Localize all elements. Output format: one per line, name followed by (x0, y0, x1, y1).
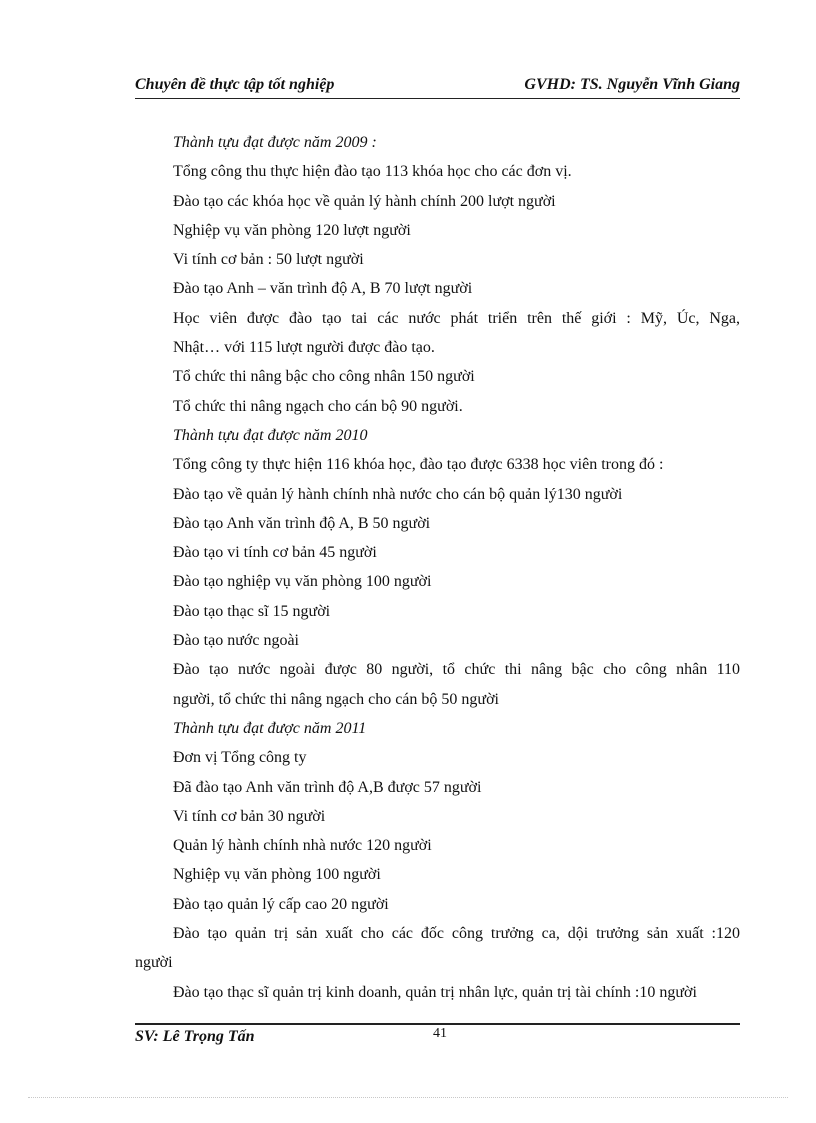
body-line: Đào tạo vi tính cơ bản 45 người (173, 544, 377, 562)
body-line: Đào tạo thạc sĩ 15 người (173, 602, 331, 620)
body-line: Đã đào tạo Anh văn trình độ A,B được 57 người (173, 778, 482, 796)
body-line: Đơn vị Tổng công ty (173, 749, 307, 767)
body-line: Đào tạo các khóa học về quản lý hành chính 200 lượt người (173, 192, 556, 210)
body-line: Nghiệp vụ văn phòng 100 người (173, 866, 381, 884)
footer-rule (135, 1023, 740, 1025)
body-line: Nghiệp vụ văn phòng 120 lượt người (173, 221, 411, 239)
body-line: Đào tạo quản lý cấp cao 20 người (173, 895, 389, 913)
body-line: Tổng công ty thực hiện 116 khóa học, đào tạo được 6338 học viên trong đó : (173, 456, 664, 474)
body-line: người, tổ chức thi nâng ngạch cho cán bộ 50 người (173, 690, 499, 708)
page-header (135, 76, 740, 99)
body-line: Quản lý hành chính nhà nước 120 người (173, 837, 432, 855)
body-line: Tổng công thu thực hiện đào tạo 113 khóa học cho các đơn vị. (173, 163, 572, 181)
section-heading: Thành tựu đạt được năm 2009 : (173, 134, 377, 151)
body-line: Đào tạo quản trị sản xuất cho các đốc công trưởng ca, dội trưởng sản xuất :120 (173, 925, 740, 943)
body-line: Đào tạo nước ngoài (173, 632, 299, 650)
section-heading: Thành tựu đạt được năm 2010 (173, 426, 368, 444)
section-heading: Thành tựu đạt được năm 2011 (173, 719, 367, 737)
body-line: Đào tạo nước ngoài được 80 người, tổ chức thi nâng bậc cho công nhân 110 (173, 661, 740, 679)
page-number: 41 (433, 1026, 447, 1041)
header-right-supervisor: GVHD: TS. Nguyễn Vĩnh Giang (524, 76, 740, 93)
body-line: Vi tính cơ bản : 50 lượt người (173, 251, 364, 269)
body-line: Đào tạo thạc sĩ quản trị kinh doanh, quản trị nhân lực, quản trị tài chính :10 người (173, 983, 697, 1001)
body-line: Đào tạo Anh – văn trình độ A, B 70 lượt người (173, 280, 473, 298)
body-line: Học viên được đào tạo tai các nước phát triển trên thế giới : Mỹ, Úc, Nga, (173, 309, 740, 327)
body-line: Đào tạo nghiệp vụ văn phòng 100 người (173, 573, 432, 591)
body-line: Tổ chức thi nâng ngạch cho cán bộ 90 người. (173, 397, 463, 415)
body-line: Đào tạo về quản lý hành chính nhà nước cho cán bộ quản lý130 người (173, 485, 623, 503)
body-line: Tổ chức thi nâng bậc cho công nhân 150 người (173, 368, 475, 386)
body-line: Vi tính cơ bản 30 người (173, 807, 326, 825)
body-line: Nhật… với 115 lượt người được đào tạo. (173, 339, 435, 357)
body-line: người (135, 954, 173, 972)
page-edge-dotted-line (28, 1097, 788, 1098)
header-left-title: Chuyên đề thực tập tốt nghiệp (135, 76, 335, 93)
footer-student-name: SV: Lê Trọng Tấn (135, 1028, 255, 1045)
body-line: Đào tạo Anh văn trình độ A, B 50 người (173, 514, 431, 532)
body-text (135, 128, 740, 1007)
